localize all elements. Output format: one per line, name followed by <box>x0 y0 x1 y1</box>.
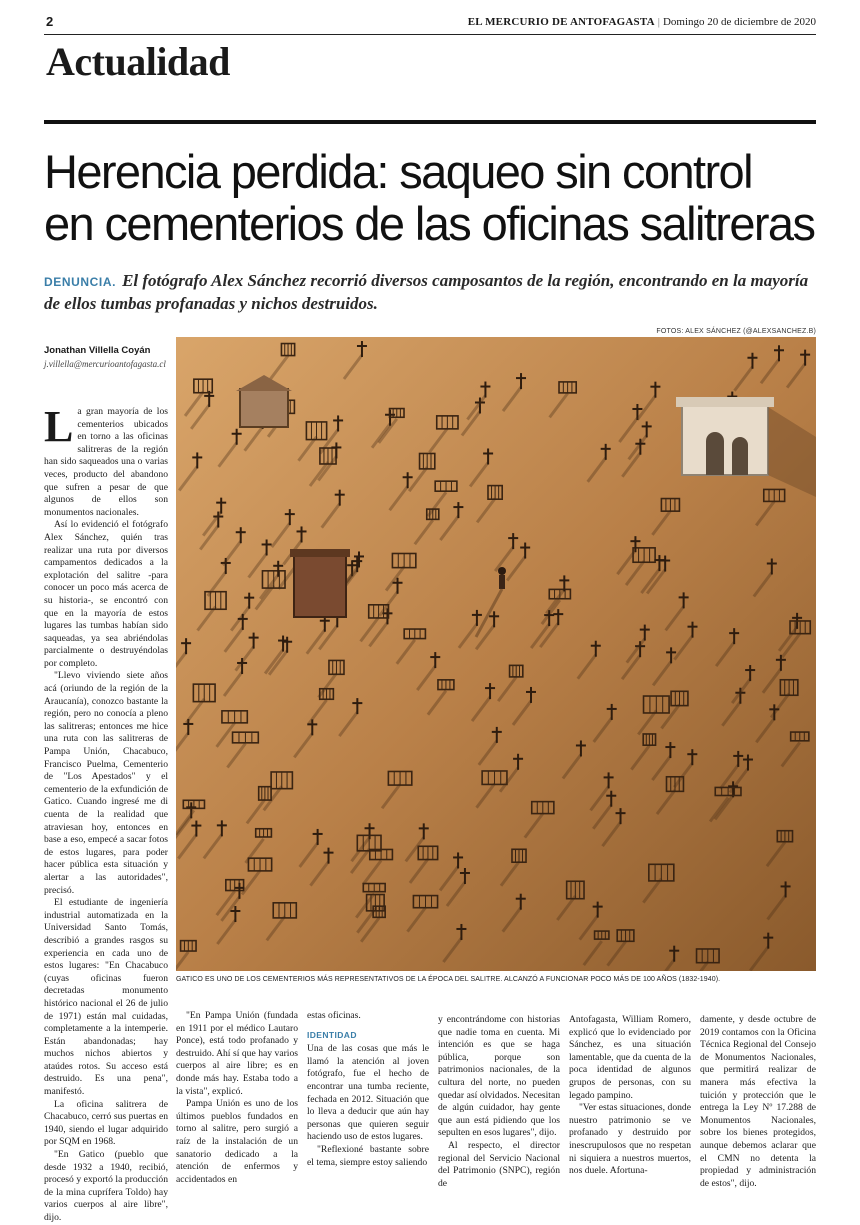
body-paragraph: El estudiante de ingeniería industrial automatizada en la Universidad Santo Tomás, describió a grandes rasgos su experiencia en cada uno de estos lugares: "En Chacabuco (cuyas oficinas fueron decretadas monumento histórico nacional el 26 de julio de 1971) están mal cuidadas, completamente a la intemperie. Están abandonadas; hay muchos nichos abiertos y ataúdes rotos. Su acceso está destruido. Es una pena", manifestó. <box>44 897 168 1098</box>
section-title: Actualidad <box>46 39 230 84</box>
drop-cap: L <box>44 402 74 451</box>
body-paragraph: "Reflexioné bastante sobre el tema, siempre estoy saliendo <box>307 1143 429 1168</box>
body-paragraph: "Llevo viviendo siete años acá (oriundo de la región de la Araucanía), conozco bastante la región, pero no conocía a pleno las salitreras; entonces me hice una ruta con las salitreras de Pampa Unión, Chacabuco, Francisco Puelma, Cementerio de "Los Apestados" y el cementerio de la exfundición de Gatico. Cuando ingresé me di cuenta de la realidad que atraviesan hoy, entonces en base a eso, empecé a sacar fotos de estos lugares, para poder hacer pública esta situación y alertar a las autoridades", precisó. <box>44 670 168 896</box>
photo-illustration <box>176 337 816 971</box>
photo-caption: GATICO ES UNO DE LOS CEMENTERIOS MÁS REPRESENTATIVOS DE LA ÉPOCA DEL SALITRE. ALCANZÓ A FUNCIONAR POCO MÁS DE 100 AÑOS (1832-1940). <box>176 976 721 983</box>
article-column-1 <box>44 402 168 1225</box>
author-email: j.villella@mercurioantofagasta.cl <box>44 359 166 369</box>
article-column-2 <box>176 1010 298 1186</box>
photo-credit: FOTOS: ALEX SÁNCHEZ (@ALEXSANCHEZ.B) <box>656 328 816 335</box>
body-paragraph: estas oficinas. <box>307 1010 361 1021</box>
body-paragraph: "En Pampa Unión (fundada en 1911 por el médico Lautaro Ponce), está todo profanado y destruido. Ahí sí que hay varios cuerpos al aire libre; es en donde más hay. Estaba todo a la vista", explicó. <box>176 1010 298 1097</box>
paper-name: EL MERCURIO DE ANTOFAGASTA <box>467 16 655 28</box>
opening-paragraph <box>44 402 168 519</box>
body-paragraph: damente, y desde octubre de 2019 contamos con la Oficina Técnica Regional del Consejo de Monumentos Nacionales, que permitirá realizar de manera más efectiva la tuición y protección que le entrega la Ley Nº 17.288 de Monumentos Nacionales, sobre los bienes protegidos, aunque debemos aclarar que el CMN no detenta la propiedad y administración de estos", dijo. <box>700 1014 816 1189</box>
wooden-shed <box>290 549 350 617</box>
body-paragraph: Pampa Unión es uno de los últimos pueblos fundados en torno al salitre, pero surgió a raíz de la instalación de un sanatorio dedicado a la atención de enfermos y accidentados en <box>176 1098 298 1185</box>
article-column-4 <box>438 1014 560 1190</box>
body-paragraph: Una de las cosas que más le llamó la atención al joven fotógrafo, fue el hecho de encontrar una tumba reciente, fechada en 2012. Situación que lo lleva a deducir que aún hay personas que quieren seguir haciendo uso de estos lugares. <box>307 1043 429 1143</box>
article-column-6 <box>700 1014 816 1190</box>
body-paragraph: "Ver estas situaciones, donde nuestro patrimonio se ve profanado y destruido por inescrupulosos que no respetan ni siquiera a nuestros muertos, nos duele. Afortuna- <box>569 1102 691 1177</box>
article-column-5 <box>569 1014 691 1178</box>
body-paragraph: y encontrándome con historias que nadie toma en cuenta. Mi intención es que se haga pública, porque son patrimonios nacionales, de la cultura del norte, no pueden quedar así olvidados. Necesitan de algún cuidador, hay gente que aun está pidiendo que los sepulten en esos lugares", dijo. <box>438 1014 560 1139</box>
section-rule <box>44 120 816 124</box>
body-paragraph: Al respecto, el director regional del Servicio Nacional del Patrimonio (SNPC), región de <box>438 1139 560 1189</box>
page-number: 2 <box>46 14 54 29</box>
body-paragraph: "En Gatico (pueblo que desde 1932 a 1940, recibió, procesó y exportó la producción de la mina cuprífera Toldo) hay varios cuerpos al aire libre", dijo. <box>44 1149 168 1223</box>
header-rule <box>44 34 816 35</box>
headline-line-2: en cementerios de las oficinas salitreras <box>44 197 815 250</box>
author-name: Jonathan Villella Coyán <box>44 345 151 356</box>
headline <box>44 146 824 250</box>
masthead-separator: | <box>657 16 660 28</box>
headline-line-1: Herencia perdida: saqueo sin control <box>44 145 752 198</box>
kicker: DENUNCIA. <box>44 275 117 289</box>
body-paragraph: Así lo evidenció el fotógrafo Alex Sánchez, quién tras realizar una ruta por diversos campamentos dedicados a la explotación del salitre -para conocer un poco más acerca de su historia-, se encontró con que en la mayoría de estos lugares las tumbas habían sido saqueadas, ya sea abriéndolas parcialmente o destruyéndolas por completo. <box>44 519 168 669</box>
opening-text: a gran mayoría de los cementerios ubicados en torno a las oficinas salitreras de la región han sido saqueados una o varias veces, producto del abandono que sufren a pesar de que algunos de ellos son monumentos nacionales. <box>44 406 168 518</box>
body-paragraph: Antofagasta, William Romero, explicó que lo evidenciado por Sánchez, es una situación lamentable, que da cuenta de la poca identidad de algunos grupos de personas, con su legado pampino. <box>569 1014 691 1101</box>
article-column-3 <box>307 1010 429 1169</box>
cemetery-aerial-photo <box>176 337 816 971</box>
lead-text: El fotógrafo Alex Sánchez recorrió diversos camposantos de la región, encontrando en la mayoría de ellos tumbas profanadas y nichos destruidos. <box>44 271 809 313</box>
subhead-identidad: IDENTIDAD <box>307 1029 357 1040</box>
body-paragraph: La oficina salitrera de Chacabuco, cerró sus puertas en 1940, siendo el lugar adquirido por SQM en 1968. <box>44 1098 168 1148</box>
issue-date: Domingo 20 de diciembre de 2020 <box>662 16 816 28</box>
masthead <box>468 16 816 28</box>
lead-paragraph <box>44 270 824 315</box>
